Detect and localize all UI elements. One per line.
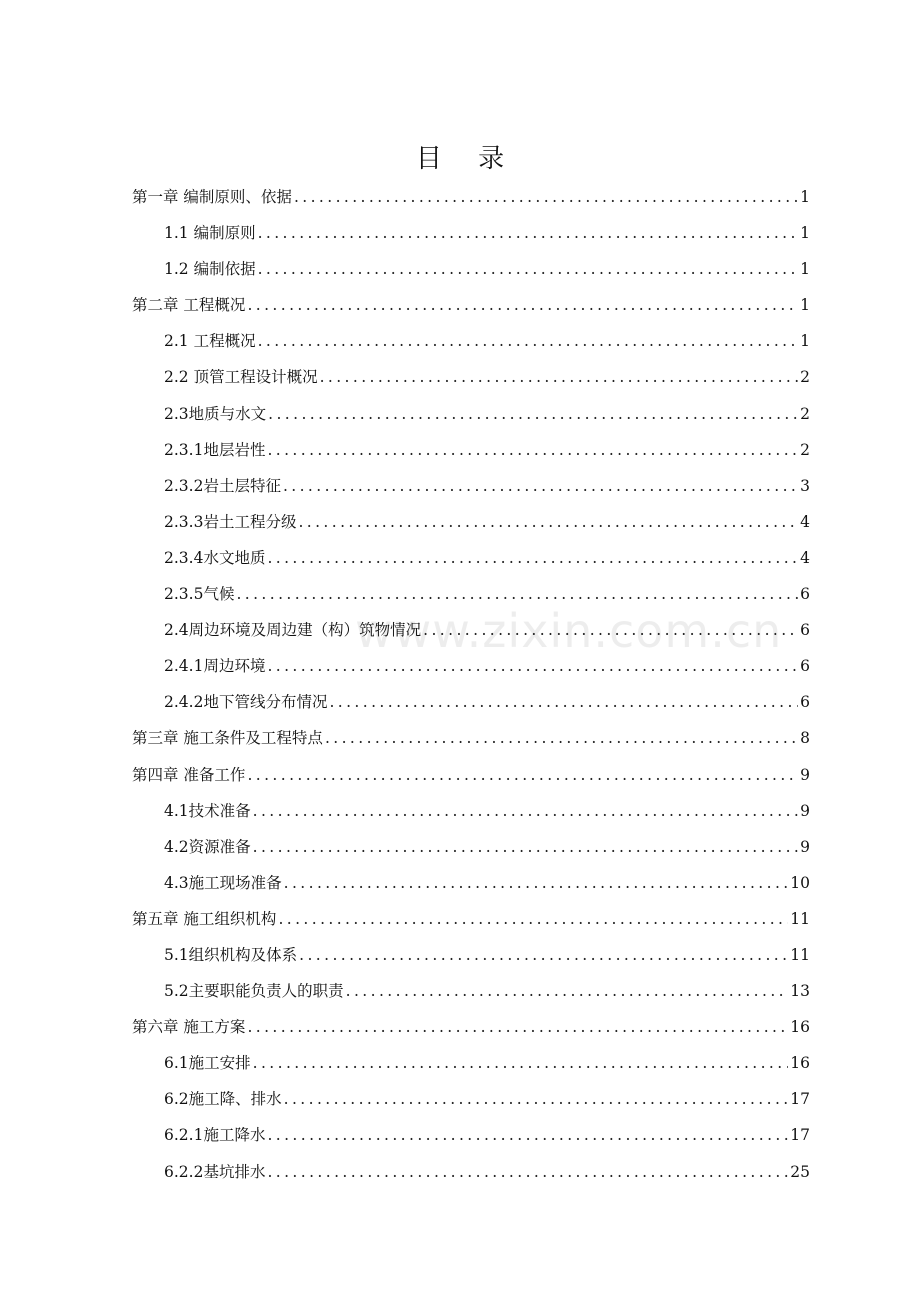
toc-dot-leader <box>320 359 799 395</box>
toc-entry-label: 第六章 施工方案 <box>132 1018 246 1037</box>
toc-entry[interactable] <box>132 359 810 395</box>
toc-entry-page-number: 1 <box>800 224 810 243</box>
toc-dot-leader <box>247 1009 788 1045</box>
toc-entry-page-number: 11 <box>790 945 810 964</box>
toc-entry-page-number: 2 <box>800 368 810 387</box>
toc-entry-label: 4.1技术准备 <box>164 801 251 820</box>
toc-entry[interactable] <box>132 1081 810 1117</box>
toc-entry[interactable] <box>132 432 810 468</box>
toc-entry-label: 第五章 施工组织机构 <box>132 909 277 928</box>
toc-dot-leader <box>283 468 798 504</box>
toc-entry-page-number: 1 <box>800 188 810 206</box>
toc-dot-leader <box>247 757 798 793</box>
toc-dot-leader <box>268 396 798 432</box>
toc-entry[interactable] <box>132 757 810 793</box>
toc-entry-label: 2.4.2地下管线分布情况 <box>164 693 328 712</box>
toc-entry-label: 5.1组织机构及体系 <box>164 945 298 964</box>
toc-entry-page-number: 13 <box>790 982 810 1001</box>
toc-entry[interactable] <box>132 865 810 901</box>
toc-dot-leader <box>258 215 799 251</box>
toc-entry[interactable] <box>132 576 810 612</box>
toc-dot-leader <box>298 504 798 540</box>
toc-entry-label: 第三章 施工条件及工程特点 <box>132 729 323 748</box>
toc-entry-page-number: 2 <box>800 404 810 423</box>
toc-dot-leader <box>258 251 799 287</box>
toc-dot-leader <box>267 1117 788 1153</box>
toc-entry[interactable] <box>132 612 810 648</box>
toc-entry[interactable] <box>132 1154 810 1190</box>
toc-entry-label: 2.3.2岩土层特征 <box>164 476 281 495</box>
toc-entry-page-number: 1 <box>800 332 810 351</box>
toc-entry-page-number: 16 <box>790 1054 810 1073</box>
toc-entry-page-number: 9 <box>800 837 810 856</box>
toc-dot-leader <box>247 287 798 323</box>
toc-entry[interactable] <box>132 648 810 684</box>
toc-title: 目 录 <box>415 144 519 174</box>
toc-entry-page-number: 6 <box>800 693 810 712</box>
toc-entry-label: 1.2 编制依据 <box>164 260 256 279</box>
toc-entry[interactable] <box>132 684 810 720</box>
toc-entry-page-number: 17 <box>790 1126 810 1145</box>
toc-entry-label: 6.1施工安排 <box>164 1054 251 1073</box>
toc-entry[interactable] <box>132 901 810 937</box>
toc-dot-leader <box>325 720 798 756</box>
toc-dot-leader <box>294 179 798 215</box>
toc-entry-label: 4.3施工现场准备 <box>164 873 282 892</box>
toc-entry[interactable] <box>132 829 810 865</box>
toc-dot-leader <box>299 937 788 973</box>
toc-dot-leader <box>267 648 798 684</box>
toc-entry-page-number: 3 <box>800 476 810 495</box>
toc-entry[interactable] <box>132 179 810 215</box>
toc-entry-page-number: 6 <box>800 657 810 676</box>
toc-entry-label: 6.2.1施工降水 <box>164 1126 266 1145</box>
toc-entry-label: 5.2主要职能负责人的职责 <box>164 982 344 1001</box>
toc-entry[interactable] <box>132 540 810 576</box>
toc-entry-label: 2.4周边环境及周边建（构）筑物情况 <box>164 621 422 640</box>
toc-entry-label: 6.2.2基坑排水 <box>164 1162 266 1181</box>
toc-entry[interactable] <box>132 251 810 287</box>
toc-dot-leader <box>253 829 798 865</box>
toc-dot-leader <box>267 1154 788 1190</box>
toc-entry-label: 2.4.1周边环境 <box>164 657 266 676</box>
toc-entry[interactable] <box>132 793 810 829</box>
toc-entry-label: 第四章 准备工作 <box>132 765 246 784</box>
toc-dot-leader <box>253 793 798 829</box>
toc-entry-label: 2.3.1地层岩性 <box>164 440 266 459</box>
toc-dot-leader <box>346 973 789 1009</box>
toc-entry-page-number: 1 <box>800 296 810 315</box>
toc-dot-leader <box>329 684 798 720</box>
toc-entry-label: 4.2资源准备 <box>164 837 251 856</box>
toc-dot-leader <box>236 576 798 612</box>
toc-dot-leader <box>423 612 798 648</box>
toc-entry[interactable] <box>132 323 810 359</box>
toc-entry-label: 2.3地质与水文 <box>164 404 267 423</box>
toc-entry-page-number: 6 <box>800 585 810 604</box>
table-of-contents <box>132 179 810 1190</box>
toc-dot-leader <box>258 323 799 359</box>
toc-entry-label: 第一章 编制原则、依据 <box>132 188 292 206</box>
toc-entry-page-number: 4 <box>800 548 810 567</box>
toc-entry[interactable] <box>132 937 810 973</box>
toc-entry[interactable] <box>132 468 810 504</box>
toc-entry-page-number: 9 <box>800 765 810 784</box>
toc-entry[interactable] <box>132 1045 810 1081</box>
toc-entry-label: 2.1 工程概况 <box>164 332 256 351</box>
toc-entry-page-number: 11 <box>790 909 810 928</box>
toc-entry-label: 第二章 工程概况 <box>132 296 246 315</box>
toc-entry-page-number: 2 <box>800 440 810 459</box>
toc-entry-page-number: 4 <box>800 512 810 531</box>
toc-dot-leader <box>278 901 788 937</box>
toc-entry[interactable] <box>132 287 810 323</box>
toc-entry-label: 2.3.5气候 <box>164 585 235 604</box>
toc-entry-page-number: 9 <box>800 801 810 820</box>
toc-dot-leader <box>267 432 798 468</box>
toc-entry[interactable] <box>132 215 810 251</box>
toc-entry-label: 6.2施工降、排水 <box>164 1090 282 1109</box>
toc-entry[interactable] <box>132 1009 810 1045</box>
toc-entry-page-number: 1 <box>800 260 810 279</box>
toc-entry-page-number: 17 <box>790 1090 810 1109</box>
toc-entry-label: 2.3.4水文地质 <box>164 548 266 567</box>
toc-dot-leader <box>284 865 789 901</box>
toc-entry[interactable] <box>132 504 810 540</box>
toc-dot-leader <box>284 1081 789 1117</box>
toc-entry-page-number: 6 <box>800 621 810 640</box>
toc-entry[interactable] <box>132 396 810 432</box>
toc-entry-label: 2.3.3岩土工程分级 <box>164 512 297 531</box>
toc-entry-page-number: 25 <box>790 1162 810 1181</box>
toc-entry-page-number: 16 <box>790 1018 810 1037</box>
toc-entry-page-number: 8 <box>800 729 810 748</box>
toc-entry[interactable] <box>132 720 810 756</box>
toc-entry-label: 2.2 顶管工程设计概况 <box>164 368 318 387</box>
watermark: www.zixin.com.cn <box>355 604 783 658</box>
toc-entry[interactable] <box>132 973 810 1009</box>
toc-entry-label: 1.1 编制原则 <box>164 224 256 243</box>
toc-entry-page-number: 10 <box>790 873 810 892</box>
toc-entry[interactable] <box>132 1117 810 1153</box>
toc-dot-leader <box>253 1045 789 1081</box>
toc-dot-leader <box>267 540 798 576</box>
